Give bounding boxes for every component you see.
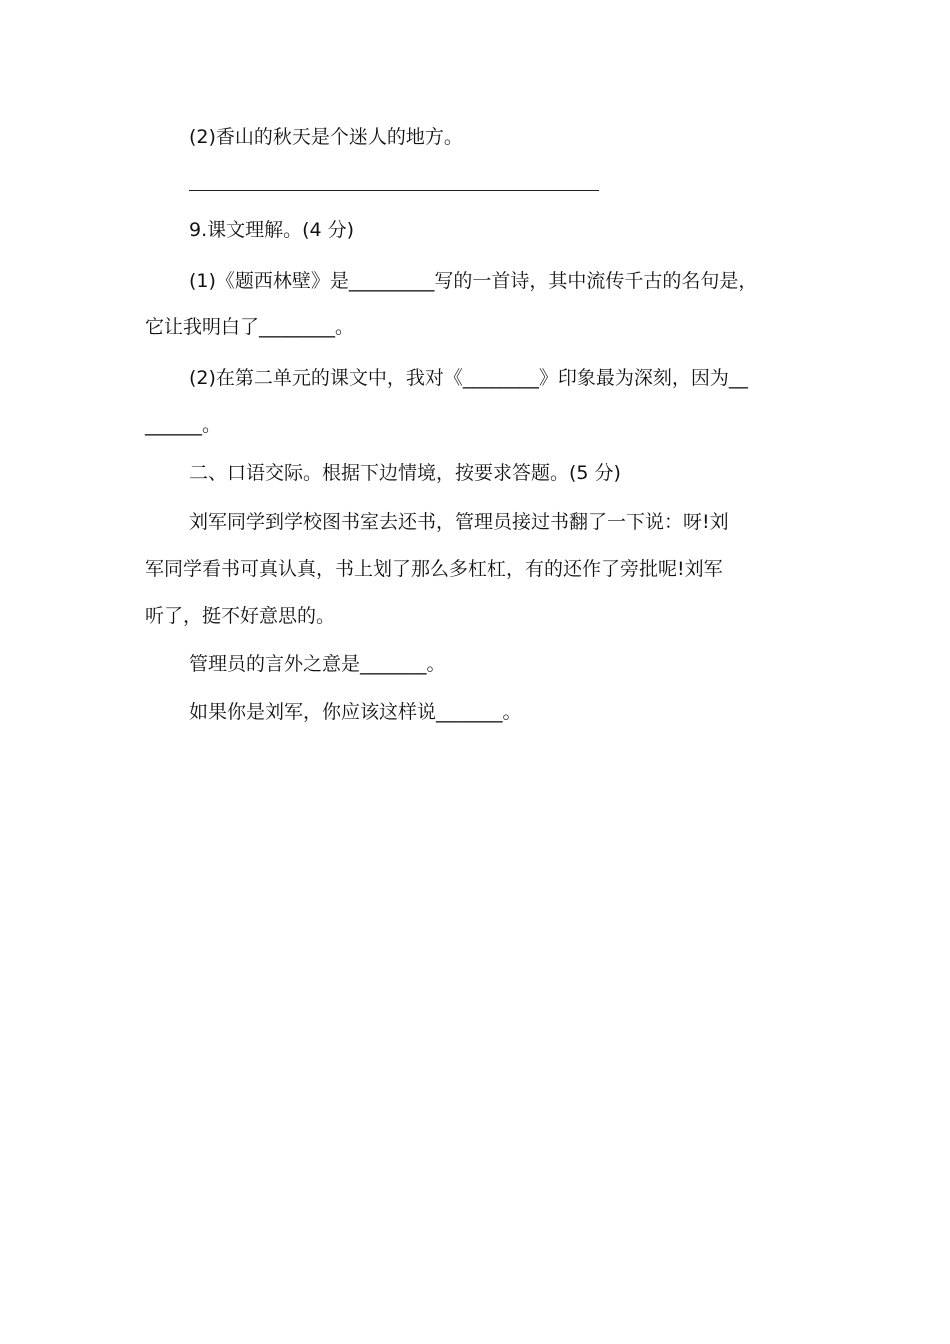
section-2-heading: 二、口语交际。根据下边情境，按要求答题。(5 分) (189, 462, 621, 484)
scenario-line2: 军同学看书可真认真，书上划了那么多杠杠，有的还作了旁批呢!刘军 (145, 558, 723, 580)
scenario-line3: 听了，挺不好意思的。 (145, 605, 336, 627)
question-9-1-line2: 它让我明白了________。 (145, 316, 355, 338)
question-9-2-line2: ______。 (145, 414, 222, 436)
question-8-2: (2)香山的秋天是个迷人的地方。 (189, 126, 463, 148)
scenario-line1: 刘军同学到学校图书室去还书，管理员接过书翻了一下说：呀!刘 (189, 511, 729, 533)
question-implied-meaning: 管理员的言外之意是_______。 (189, 653, 446, 675)
question-9-heading: 9.课文理解。(4 分) (189, 219, 355, 241)
question-response: 如果你是刘军，你应该这样说_______。 (189, 701, 522, 723)
question-9-1-line1: (1)《题西林壁》是_________写的一首诗，其中流传千古的名句是， (189, 270, 758, 292)
question-9-2-line1: (2)在第二单元的课文中，我对《________》印象最为深刻，因为__ (189, 367, 748, 389)
answer-line (189, 190, 599, 191)
